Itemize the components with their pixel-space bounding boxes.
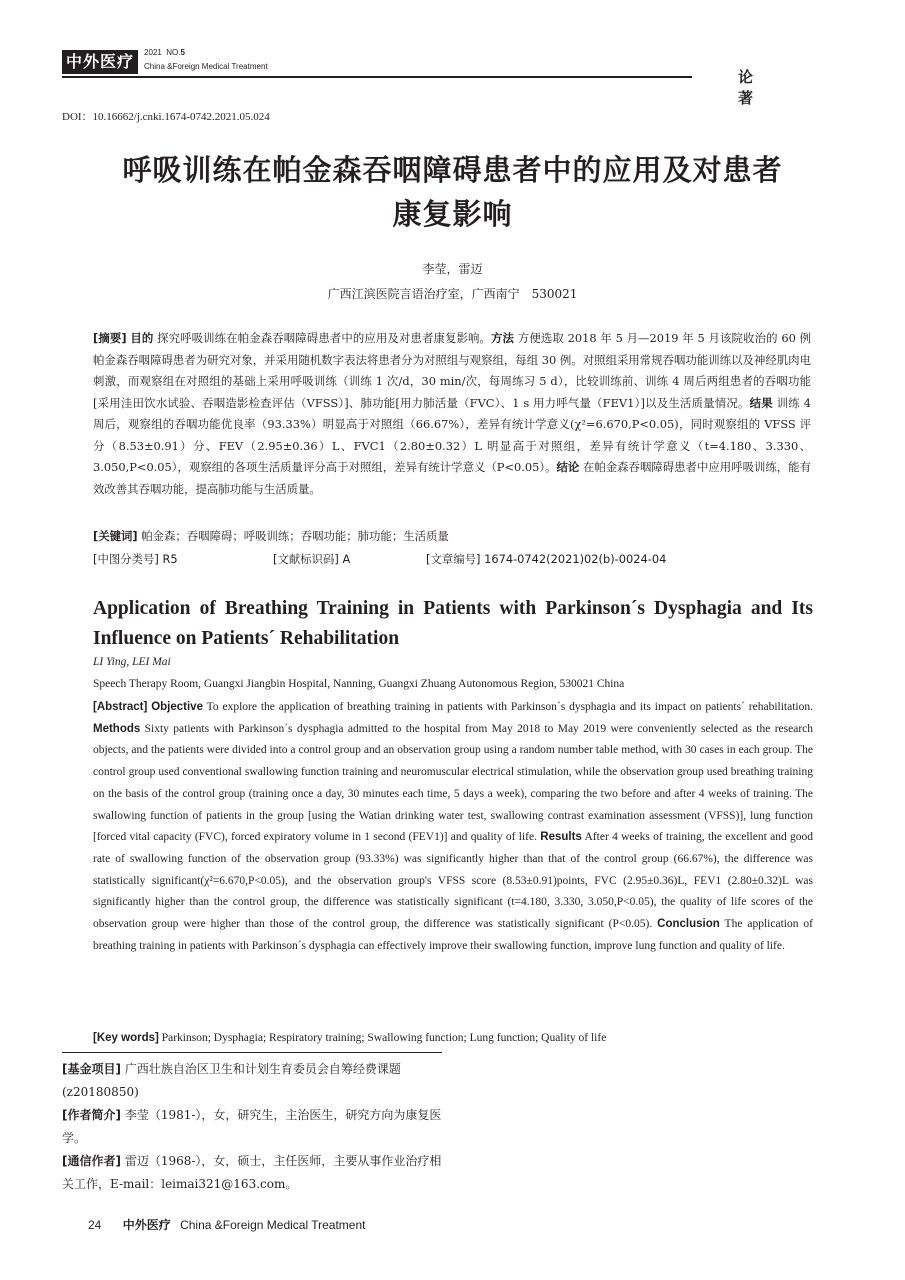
english-title: Application of Breathing Training in Patients with Parkinson´s Dysphagia and Its Influence on Patients´ Rehabilitation bbox=[93, 598, 813, 649]
keywords-label: [关键词] bbox=[93, 529, 138, 543]
header-rule bbox=[62, 76, 692, 78]
footer-journal-cn: 中外医疗 bbox=[122, 1218, 171, 1232]
chinese-title-line-1: 呼吸训练在帕金森吞咽障碍患者中的应用及对患者 bbox=[122, 153, 783, 187]
english-abstract bbox=[93, 697, 813, 957]
footnotes bbox=[62, 1058, 442, 1196]
running-header bbox=[62, 44, 822, 107]
footer-journal-en: China &Foreign Medical Treatment bbox=[180, 1218, 366, 1232]
conclusion-label: 结论 bbox=[556, 460, 580, 474]
page-number: 24 bbox=[88, 1218, 102, 1232]
en-keywords-label: [Key words] bbox=[93, 1032, 159, 1044]
journal-name-en: China &Foreign Medical Treatment bbox=[144, 62, 268, 71]
english-affiliation: Speech Therapy Room, Guangxi Jiangbin Hospital, Nanning, Guangxi Zhuang Autonomous Region, 530021 China bbox=[93, 678, 625, 690]
chinese-title-line-2: 康复影响 bbox=[392, 197, 513, 231]
issue-label: NO. bbox=[166, 48, 181, 57]
en-abstract-label: [Abstract] bbox=[93, 701, 148, 713]
author-text: 李莹（1981-），女，研究生，主治医生，研究方向为康复医学。 bbox=[62, 1108, 442, 1145]
correspondence-text: 雷迈（1968-），女，硕士，主任医师，主要从事作业治疗相关工作，E-mail：leimai321@163.com。 bbox=[62, 1154, 442, 1191]
doc-code-value: A bbox=[342, 552, 351, 566]
correspondence-label: [通信作者] bbox=[62, 1154, 121, 1168]
issue-info bbox=[144, 48, 185, 57]
objective-label: 目的 bbox=[130, 331, 154, 345]
chinese-title bbox=[40, 148, 865, 236]
article-no-label: [文章编号] bbox=[426, 552, 481, 566]
author-label: [作者简介] bbox=[62, 1108, 121, 1122]
results-text: 训练 4 周后，观察组的吞咽功能优良率（93.33%）明显高于对照组（66.67%），差异有统计学意义(χ²=6.670,P<0.05)，同时观察组的 VFSS 评分（8.53±0.91）分、FEV（2.95±0.36）L、FVC1（2.80±0.32）L 明显高于对照组，差异有统计学意义（t=4.180、3.330、3.050,P<0.05），观察组的各项生活质量评分高于对照组，差异有统计学意义（P<0.05）。 bbox=[93, 395, 811, 474]
chinese-affiliation: 广西江滨医院言语治疗室，广西南宁 530021 bbox=[327, 287, 578, 301]
english-keywords bbox=[93, 1032, 813, 1044]
author-note bbox=[62, 1104, 442, 1150]
en-methods-text: Sixty patients with Parkinson´s dysphagia admitted to the hospital from May 2018 to May 2019 were conveniently selected as the research objects, and the patients were divided into a control group and an observation group using a random number table method, with 30 cases in each group. The control group used conventional swallowing function training and neuromuscular electrical stimulation, while the observation group used breathing training on the basis of the control group (training once a day, 30 minutes each time, 5 days a week), comparing the two before and after 4 weeks of training. The swallowing function of patients in the group [using the Watian drinking water test, swallowing contrast examination assessment (VFSS)], lung function [forced vital capacity (FVC), forced expiratory volume in 1 second (FEV1)] and quality of life. bbox=[93, 722, 813, 844]
en-methods-label: Methods bbox=[93, 722, 141, 735]
doi: DOI：10.16662/j.cnki.1674-0742.2021.05.024 bbox=[62, 111, 270, 123]
en-keywords-text: Parkinson; Dysphagia; Respiratory training; Swallowing function; Lung function; Quality of life bbox=[161, 1032, 607, 1044]
correspondence-note bbox=[62, 1150, 442, 1196]
methods-text: 方便选取 2018 年 5 月—2019 年 5 月该院收治的 60 例帕金森吞咽障碍患者为研究对象，并采用随机数字表法将患者分为对照组与观察组，每组 30 例。对照组采用常规吞咽功能训练以及神经肌肉电刺激，而观察组在对照组的基础上采用呼吸训练（训练 1 次/d，30 min/次，每周练习 5 d），比较训练前、训练 4 周后两组患者的吞咽功能[采用洼田饮水试验、吞咽造影检查评估（VFSS）]、肺功能[用力肺活量（FVC）、1 s 用力呼气量（FEV1）]以及生活质量情况。 bbox=[93, 331, 811, 410]
en-results-text: After 4 weeks of training, the excellent and good rate of swallowing function of the observation group (93.33%) was significantly higher than that of the control group (66.67%), the difference was statistically significant(χ²=6.670,P<0.05), and the observation group's VFSS score (8.53±0.91)points, FVC (2.95±0.36)L, FEV1 (2.80±0.32)L was significantly higher than the control group, the difference was statistically significant (t=4.180, 3.330, 3.050,P<0.05), the quality of life scores of the observation group were higher than those of the control group, the difference was statistically significant (P<0.05). bbox=[93, 831, 813, 931]
doc-code-label: [文献标识码] bbox=[273, 552, 339, 566]
clc-field bbox=[93, 551, 178, 567]
article-no-field bbox=[426, 551, 666, 567]
en-conclusion-label: Conclusion bbox=[657, 918, 720, 931]
issue-number: 5 bbox=[180, 48, 185, 57]
clc-value: R5 bbox=[162, 552, 178, 566]
fund-text: 广西壮族自治区卫生和计划生育委员会自筹经费课题(z20180850) bbox=[62, 1062, 401, 1099]
keywords-text: 帕金森；吞咽障碍；呼吸训练；吞咽功能；肺功能；生活质量 bbox=[141, 529, 449, 543]
fund-note bbox=[62, 1058, 442, 1104]
page-footer bbox=[88, 1216, 365, 1233]
en-conclusion-text: The application of breathing training in patients with Parkinson´s dysphagia can effectively improve their swallowing function, improve lung function and quality of life. bbox=[93, 918, 813, 952]
footnote-rule bbox=[62, 1052, 442, 1053]
objective-text: 探究呼吸训练在帕金森吞咽障碍患者中的应用及对患者康复影响。 bbox=[157, 331, 492, 345]
issue-year: 2021 bbox=[144, 48, 162, 57]
doc-code-field bbox=[273, 551, 350, 567]
results-label: 结果 bbox=[749, 395, 773, 410]
en-objective-label: Objective bbox=[151, 701, 203, 713]
clc-label: [中图分类号] bbox=[93, 552, 159, 566]
article-no-value: 1674-0742(2021)02(b)-0024-04 bbox=[484, 552, 667, 566]
fund-label: [基金项目] bbox=[62, 1062, 121, 1076]
en-results-label: Results bbox=[540, 831, 582, 844]
methods-label: 方法 bbox=[491, 331, 515, 345]
chinese-keywords bbox=[93, 528, 449, 544]
journal-logo: 中外医疗 bbox=[62, 50, 138, 74]
chinese-abstract bbox=[93, 328, 811, 500]
english-authors: LI Ying, LEI Mai bbox=[93, 656, 171, 668]
section-label: 论著 bbox=[738, 68, 792, 107]
en-objective-text: To explore the application of breathing training in patients with Parkinson´s dysphagia and its impact on patients´ rehabilitation. bbox=[206, 701, 813, 713]
abstract-label: [摘要] bbox=[93, 331, 127, 345]
conclusion-text: 在帕金森吞咽障碍患者中应用呼吸训练，能有效改善其吞咽功能，提高肺功能与生活质量。 bbox=[93, 460, 811, 496]
chinese-authors: 李莹，雷迈 bbox=[422, 262, 483, 276]
